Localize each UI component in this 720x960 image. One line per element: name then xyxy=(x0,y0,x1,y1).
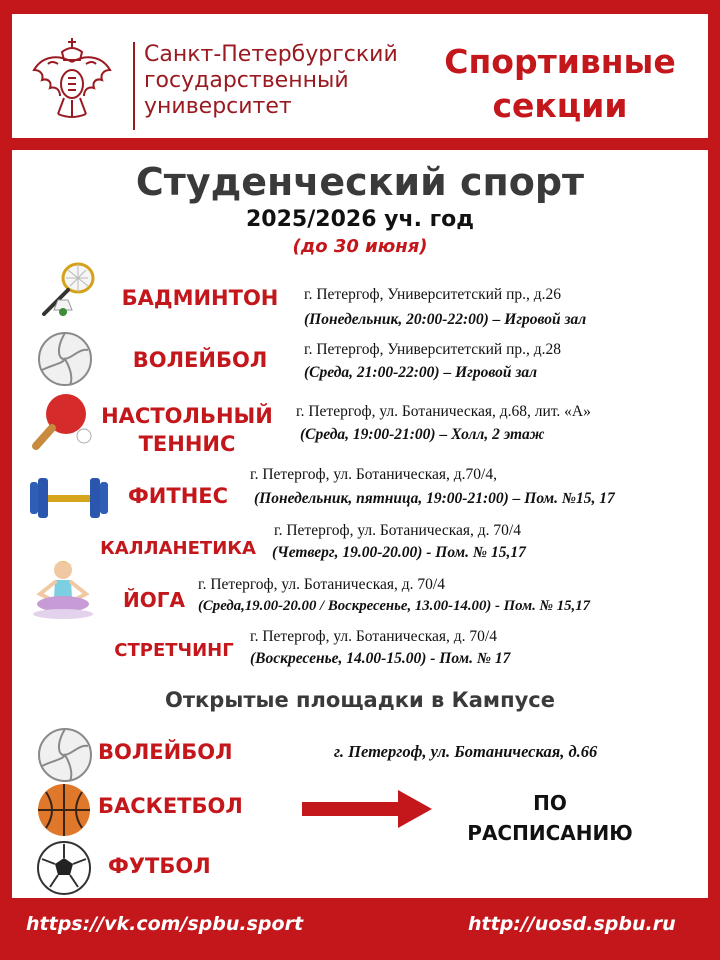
sport-sections-title-line: Спортивные xyxy=(444,42,676,81)
sport-name-line: ТЕННИС xyxy=(138,432,236,456)
yoga-meditation-icon xyxy=(24,558,102,622)
sport-schedule: (Понедельник, пятница, 19:00-21:00) – Пом. №15, 17 xyxy=(254,490,615,507)
sport-name-table-tennis xyxy=(92,402,282,458)
university-name-line: Санкт-Петербургский xyxy=(144,42,398,67)
university-name-line: государственный xyxy=(144,68,349,93)
page-title: Студенческий спорт xyxy=(135,160,585,204)
website-link[interactable]: http://uosd.spbu.ru xyxy=(468,913,676,935)
sport-name-stretching: СТРЕТЧИНГ xyxy=(114,640,234,661)
sport-name-yoga: ЙОГА xyxy=(123,588,185,612)
sport-schedule: (Среда,19.00-20.00 / Воскресенье, 13.00-14.00) - Пом. № 15,17 xyxy=(198,598,591,614)
sport-address: г. Петергоф, ул. Ботаническая, д. 70/4 xyxy=(250,628,497,645)
sport-name-callanetics: КАЛЛАНЕТИКА xyxy=(100,538,256,559)
sport-address: г. Петергоф, Университетский пр., д.26 xyxy=(304,286,562,303)
sport-address: г. Петергоф, Университетский пр., д.28 xyxy=(304,341,562,358)
academic-year: 2025/2026 уч. год xyxy=(246,207,474,232)
sport-sections-title xyxy=(422,40,698,128)
spbu-eagle-emblem-icon xyxy=(28,34,116,122)
vk-link[interactable]: https://vk.com/spbu.sport xyxy=(26,913,304,935)
schedule-note-line: ПО xyxy=(533,791,567,815)
sport-schedule: (Среда, 21:00-22:00) – Игровой зал xyxy=(304,364,538,381)
sport-schedule: (Понедельник, 20:00-22:00) – Игровой зал xyxy=(304,311,587,328)
university-name xyxy=(144,42,414,120)
badminton-racket-icon xyxy=(34,260,100,322)
sport-sections-title-line: секции xyxy=(492,86,628,125)
volleyball-icon xyxy=(36,330,94,388)
sport-name-fitness: ФИТНЕС xyxy=(127,484,229,508)
dumbbell-icon xyxy=(22,476,116,520)
main-panel xyxy=(12,150,708,898)
schedule-note-line: РАСПИСАНИЮ xyxy=(467,821,633,845)
campus-address: г. Петергоф, ул. Ботаническая, д.66 xyxy=(334,742,598,761)
campus-sport-football: ФУТБОЛ xyxy=(108,854,211,878)
sport-name-line: НАСТОЛЬНЫЙ xyxy=(101,404,273,428)
volleyball-icon xyxy=(36,726,94,784)
schedule-note xyxy=(436,788,664,848)
sport-schedule: (Среда, 19:00-21:00) – Холл, 2 этаж xyxy=(300,426,545,443)
campus-sport-volleyball: ВОЛЕЙБОЛ xyxy=(98,740,233,764)
soccer-ball-icon xyxy=(36,840,92,896)
sport-name-volleyball: ВОЛЕЙБОЛ xyxy=(132,348,268,372)
sport-schedule: (Воскресенье, 14.00-15.00) - Пом. № 17 xyxy=(250,650,511,667)
sport-address: г. Петергоф, ул. Ботаническая, д.70/4, xyxy=(250,466,497,483)
right-arrow-icon xyxy=(300,786,436,832)
campus-heading: Открытые площадки в Кампусе xyxy=(165,688,555,712)
university-name-line: университет xyxy=(144,94,292,119)
header-panel xyxy=(12,14,708,138)
basketball-icon xyxy=(36,782,92,838)
deadline-note: (до 30 июня) xyxy=(292,236,428,257)
sport-address: г. Петергоф, ул. Ботаническая, д. 70/4 xyxy=(198,576,445,593)
logo-divider xyxy=(133,42,135,130)
ping-pong-paddle-icon xyxy=(26,390,98,452)
sport-address: г. Петергоф, ул. Ботаническая, д. 70/4 xyxy=(274,522,521,539)
sport-address: г. Петергоф, ул. Ботаническая, д.68, лит. «А» xyxy=(296,403,591,420)
sport-name-badminton: БАДМИНТОН xyxy=(121,286,279,310)
sport-schedule: (Четверг, 19.00-20.00) - Пом. № 15,17 xyxy=(272,544,526,561)
campus-sport-basketball: БАСКЕТБОЛ xyxy=(98,794,243,818)
